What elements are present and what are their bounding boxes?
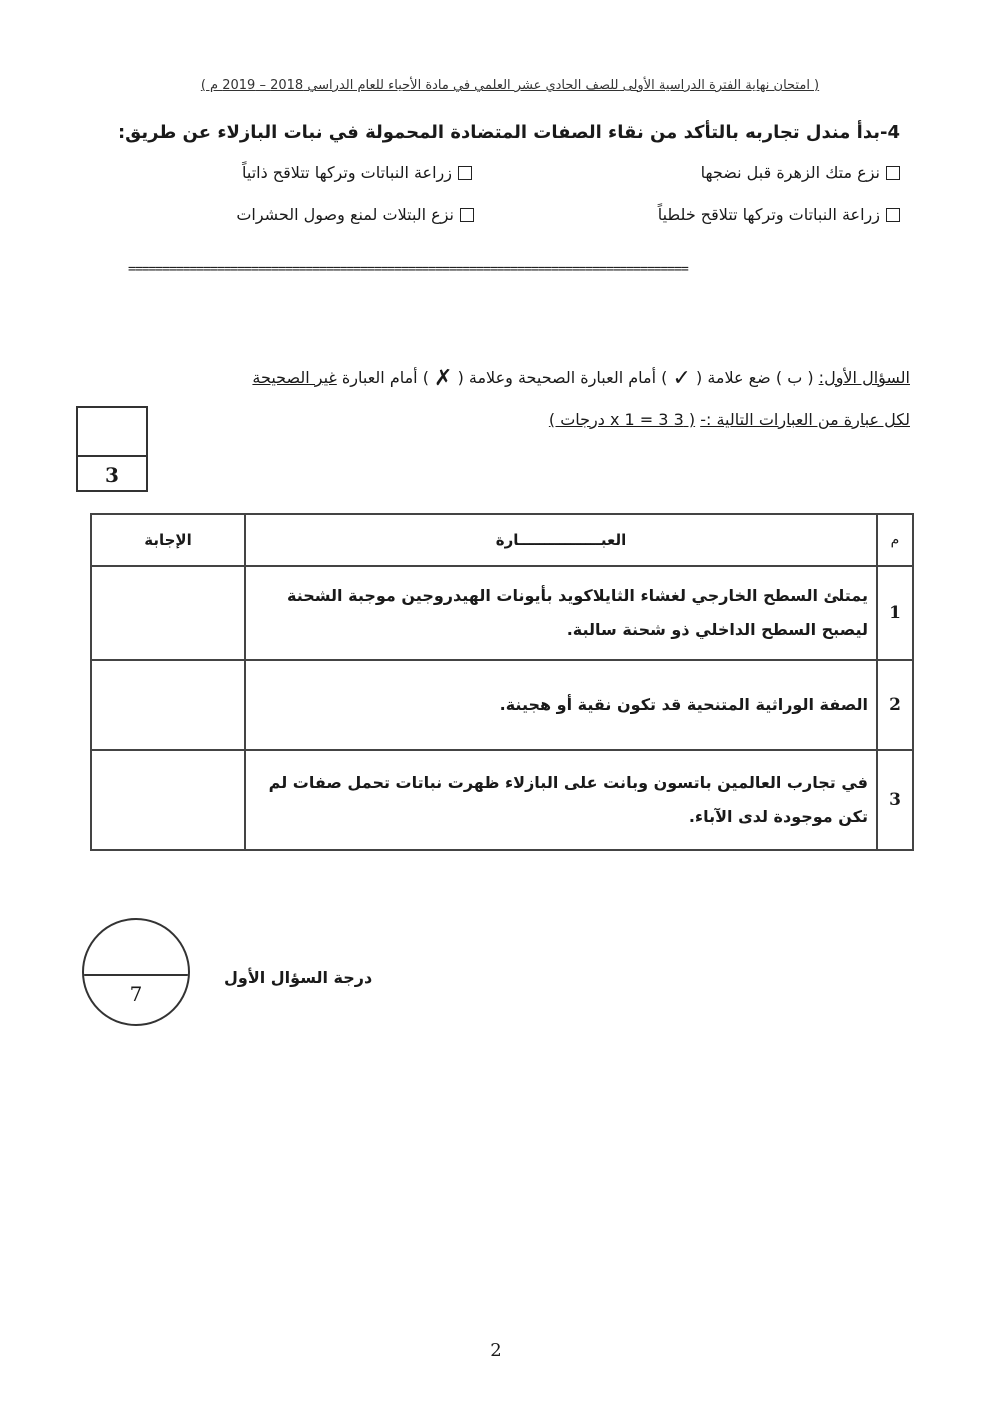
row-number: 3 — [877, 750, 913, 850]
checkbox-icon[interactable] — [458, 166, 472, 180]
grade-circle — [82, 918, 190, 1026]
row-number: 2 — [877, 660, 913, 750]
checkbox-icon[interactable] — [886, 208, 900, 222]
checkbox-icon[interactable] — [460, 208, 474, 222]
instruction-text-c: ) أمام العبارة — [341, 368, 429, 387]
checkbox-icon[interactable] — [886, 166, 900, 180]
table-row — [91, 750, 913, 850]
question-one-instruction — [252, 366, 910, 391]
question-one-part: ( ب ) — [775, 368, 814, 387]
true-false-table — [90, 513, 914, 851]
question-one-marks: ( 3 x 1 = 3 درجات ) — [548, 410, 696, 429]
option-1[interactable] — [701, 163, 900, 182]
grade-circle-value: 7 — [129, 982, 143, 1006]
row-statement: الصفة الوراثية المتنحية قد تكون نقية أو هجينة. — [245, 660, 877, 750]
row-statement: يمتلئ السطح الخارجي لغشاء الثايلاكويد بأيونات الهيدروجين موجبة الشحنة ليصبح السطح الداخلي ذو شحنة سالبة. — [245, 566, 877, 660]
option-3[interactable] — [658, 205, 900, 224]
option-4[interactable] — [236, 205, 474, 224]
instruction-text-d: غير الصحيحة — [252, 368, 337, 387]
question-score-box — [76, 406, 148, 492]
instruction-text-a: ضع علامة ( — [696, 368, 771, 387]
answer-cell[interactable] — [91, 750, 245, 850]
question-one-label: السؤال الأول: — [818, 368, 910, 387]
row-number: 1 — [877, 566, 913, 660]
instruction-line2-text: لكل عبارة من العبارات التالية :- — [700, 410, 910, 429]
score-input-cell[interactable] — [78, 408, 146, 457]
table-row — [91, 566, 913, 660]
grade-circle-divider — [84, 974, 188, 976]
question-4-title: 4-بدأ مندل تجاربه بالتأكد من نقاء الصفات المتضادة المحمولة في نبات البازلاء عن طريق: — [117, 122, 900, 143]
check-mark-icon: ✓ — [672, 366, 691, 391]
table-header-row — [91, 514, 913, 566]
option-2-label: زراعة النباتات وتركها تتلاقح ذاتياً — [241, 163, 452, 182]
answer-cell[interactable] — [91, 660, 245, 750]
section-separator: ================================================================================== — [128, 262, 688, 277]
answer-cell[interactable] — [91, 566, 245, 660]
score-total: 3 — [105, 463, 119, 487]
option-3-label: زراعة النباتات وتركها تتلاقح خلطياً — [657, 205, 880, 224]
grade-circle-label: درجة السؤال الأول — [224, 968, 373, 987]
header-num: م — [877, 514, 913, 566]
option-2[interactable] — [242, 163, 472, 182]
cross-mark-icon: ✗ — [434, 366, 453, 391]
question-one-instruction-line2 — [549, 410, 910, 429]
instruction-text-b: ) أمام العبارة الصحيحة وعلامة ( — [457, 368, 668, 387]
row-statement: في تجارب العالمين باتسون وبانت على البازلاء ظهرت نباتات تحمل صفات لم تكن موجودة لدى الآباء. — [245, 750, 877, 850]
page-number: 2 — [490, 1340, 502, 1361]
option-1-label: نزع متك الزهرة قبل نضجها — [700, 163, 880, 182]
exam-header: ( امتحان نهاية الفترة الدراسية الأولى للصف الحادي عشر العلمي في مادة الأحياء للعام الدراسي 2018 – 2019 م ) — [200, 78, 820, 93]
option-4-label: نزع البتلات لمنع وصول الحشرات — [236, 205, 454, 224]
table-row — [91, 660, 913, 750]
header-statement: العبــــــــــــــــارة — [245, 514, 877, 566]
header-answer: الإجابة — [91, 514, 245, 566]
